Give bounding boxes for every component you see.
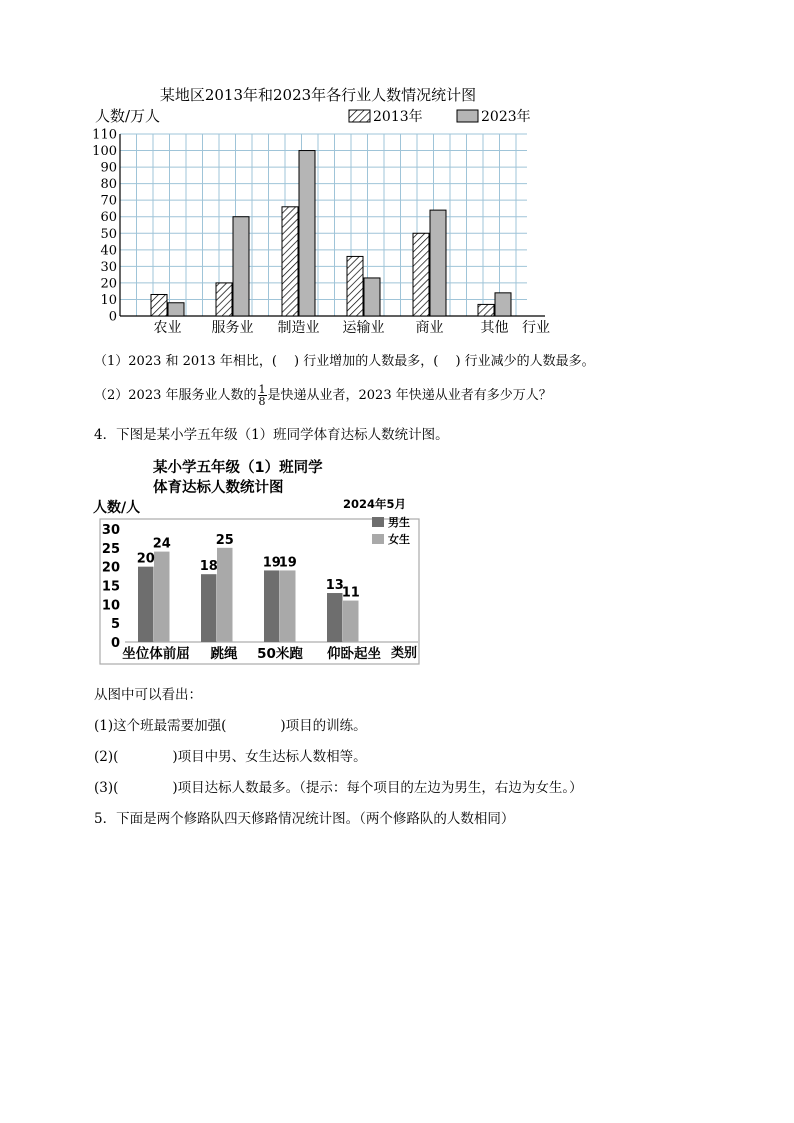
bar-2013-商业 (413, 233, 429, 316)
bar-girl-坐位体前屈 (154, 552, 170, 642)
chart1-grid (120, 134, 527, 316)
legend-label-2013: 2013年 (373, 109, 423, 125)
question-4-1: (1)这个班最需要加强( )项目的训练。 (94, 718, 367, 734)
legend-swatch-girl (372, 534, 384, 544)
legend-label-boy: 男生 (388, 516, 410, 529)
bar-girl-跳绳 (217, 548, 233, 642)
fraction-numerator: 1 (258, 383, 266, 396)
y-tick-label: 10 (101, 598, 120, 614)
bar-2023-服务业 (233, 217, 249, 316)
bar-2013-运输业 (347, 256, 363, 316)
chart1-axes (120, 134, 545, 316)
question-4-intro: 从图中可以看出： (94, 687, 202, 703)
question-3-2-suffix: 是快递从业者，2023 年快递从业者有多少万人？ (267, 388, 552, 403)
x-tick-label: 仰卧起坐 (327, 646, 381, 662)
fitness-bar-chart (0, 450, 794, 675)
x-tick-label: 跳绳 (210, 646, 238, 662)
y-tick-label: 5 (110, 617, 120, 633)
y-tick-label: 40 (100, 243, 117, 259)
y-tick-label: 30 (100, 259, 117, 275)
y-tick-label: 100 (92, 144, 117, 160)
legend-swatch-boy (372, 517, 384, 527)
chart2-subtitle: 2024年5月 (343, 497, 407, 511)
bar-boy-坐位体前屈 (138, 567, 154, 642)
x-tick-label: 运输业 (342, 320, 385, 336)
x-tick-label: 农业 (153, 320, 182, 336)
industry-bar-chart (0, 0, 794, 345)
data-label: 19 (262, 555, 281, 571)
bar-2023-商业 (430, 210, 446, 316)
bar-2013-农业 (151, 294, 167, 316)
legend-swatch-2013 (349, 110, 370, 122)
y-tick-label: 20 (101, 560, 120, 576)
fraction-denominator: 8 (258, 395, 266, 408)
x-tick-label: 服务业 (211, 320, 254, 336)
y-tick-label: 15 (101, 579, 120, 595)
x-tick-label: 制造业 (277, 320, 320, 336)
y-tick-label: 0 (108, 309, 117, 325)
y-tick-label: 30 (101, 523, 120, 538)
y-tick-label: 80 (100, 177, 117, 193)
data-label: 20 (136, 551, 155, 567)
data-label: 25 (215, 532, 234, 548)
x-tick-label: 商业 (415, 320, 444, 336)
y-tick-label: 50 (100, 226, 117, 242)
legend-label-girl: 女生 (388, 533, 410, 546)
data-label: 19 (278, 555, 297, 571)
chart1-xlabel: 行业 (522, 320, 550, 336)
y-tick-label: 20 (100, 276, 117, 292)
question-3-2-prefix: （2）2023 年服务业人数的 (94, 388, 257, 403)
chart1-ylabel: 人数/万人 (95, 107, 161, 125)
chart1-title: 某地区2013年和2023年各行业人数情况统计图 (159, 86, 477, 104)
bar-boy-仰卧起坐 (327, 593, 343, 642)
chart2-ylabel: 人数/人 (93, 500, 141, 516)
bar-girl-仰卧起坐 (343, 601, 359, 642)
y-tick-label: 60 (100, 210, 117, 226)
bar-2023-制造业 (299, 151, 315, 316)
x-tick-label: 50米跑 (257, 646, 303, 662)
bar-2013-其他 (478, 304, 494, 316)
y-tick-label: 10 (100, 292, 117, 308)
bar-2013-制造业 (282, 207, 298, 316)
x-tick-label: 其他 (480, 320, 509, 336)
data-label: 13 (325, 578, 344, 594)
legend-label-2023: 2023年 (481, 109, 531, 125)
question-4-title: 4．下图是某小学五年级（1）班同学体育达标人数统计图。 (94, 427, 449, 443)
x-tick-label: 坐位体前屈 (122, 646, 190, 662)
data-label: 24 (152, 536, 171, 552)
y-tick-label: 70 (100, 193, 117, 209)
chart2-title-line1: 某小学五年级（1）班同学 (153, 460, 323, 476)
question-5-title: 5．下面是两个修路队四天修路情况统计图。（两个修路队的人数相同） (94, 811, 515, 827)
fraction (258, 384, 267, 407)
bar-boy-跳绳 (201, 574, 217, 642)
bar-2023-运输业 (364, 278, 380, 316)
question-4-3: (3)( )项目达标人数最多。（提示：每个项目的左边为男生，右边为女生。） (94, 780, 583, 796)
bar-2023-农业 (168, 303, 184, 316)
y-tick-label: 110 (92, 127, 117, 143)
y-tick-label: 25 (101, 541, 120, 557)
legend-swatch-2023 (457, 110, 478, 122)
data-label: 11 (341, 585, 360, 601)
chart2-xlabel: 类别 (391, 646, 418, 661)
chart2-title-line2: 体育达标人数统计图 (153, 480, 284, 496)
data-label: 18 (199, 559, 218, 575)
y-tick-label: 90 (100, 160, 117, 176)
bar-girl-50米跑 (280, 570, 296, 642)
bar-2013-服务业 (216, 283, 232, 316)
question-4-2: (2)( )项目中男、女生达标人数相等。 (94, 749, 367, 765)
bar-2023-其他 (495, 293, 511, 316)
bar-boy-50米跑 (264, 570, 280, 642)
question-3-1: （1）2023 和 2013 年相比，( ) 行业增加的人数最多，( ) 行业减少的人数最多。 (94, 354, 595, 369)
y-tick-label: 0 (110, 636, 120, 651)
question-3-2 (94, 384, 552, 407)
